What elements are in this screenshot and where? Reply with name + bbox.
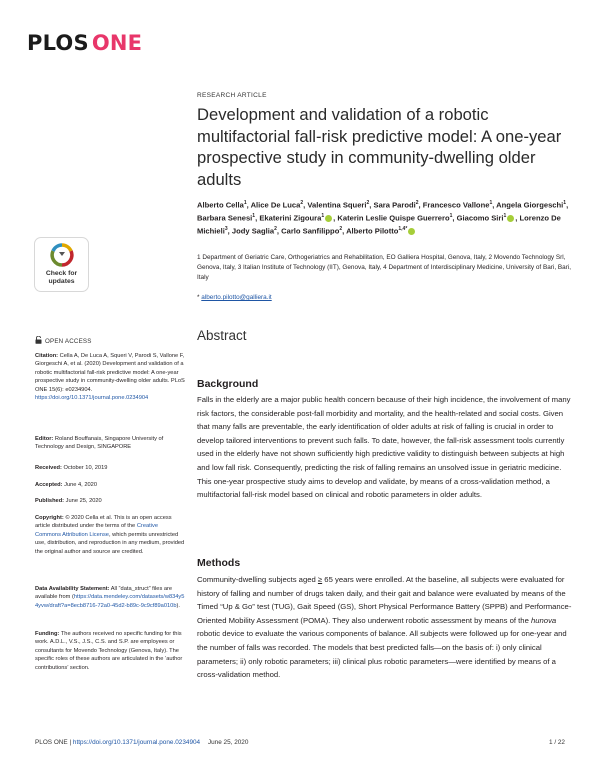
- author-affiliation-marker: 2: [300, 200, 304, 206]
- corresponding-email-link[interactable]: alberto.pilotto@galliera.it: [201, 294, 272, 301]
- received-date: October 10, 2019: [63, 465, 108, 471]
- received-label: Received:: [35, 465, 62, 471]
- author-list: Alberto Cella$^1$, Alice De Luca$^2$, Valentina Squeri$^2$, Sara Parodi$^2$, Francesco Vallone$^1$, Angela Giorgeschi$^1$, Barbara Senesi$^1$, Ekaterini Zigoura$^1$ , Katerin Leslie Quispe Guerrero$^1$, Giacomo Siri$^1$ , Lorenzo De Michieli$^3$, Jody Saglia$^2$, Carlo Sanfilippo$^2$, Alberto Pilotto$^{1,4*}$: [197, 200, 569, 236]
- methods-text-part3: robotic device to evaluate the various components of balance. All subjects were followed up for one-year and the number of falls was recorded. The models that best predicted falls—on the basis of: i) only clinical parameters; ii) only robotic parameters; iii) clinical plus robotic parameters—were identified by means of a cross-validation method.: [197, 629, 567, 680]
- author-name: Barbara Senesi: [197, 213, 253, 223]
- author-name: Jody Saglia: [231, 226, 275, 236]
- author-affiliation-marker: 2: [366, 200, 370, 206]
- editor-text: Roland Bouffanais, Singapore University of Technology and Design, SINGAPORE: [35, 436, 164, 451]
- citation-text: Cella A, De Luca A, Squeri V, Parodi S, Vallone F, Giorgeschi A, et al. (2020) Development and validation of a robotic multifactorial fall-risk predictive model: A one-year prospective study in community-dwelling older adults. PLoS ONE 15(6): e0234904.: [35, 353, 185, 393]
- journal-name-one: ONE: [91, 31, 143, 55]
- author-affiliation-marker: 2: [415, 200, 419, 206]
- author-name: Alberto Pilotto: [346, 226, 399, 236]
- published-label: Published:: [35, 498, 65, 504]
- copyright-text-end: , which permits unrestricted use, distribution, and reproduction in any medium, provided the original author and source are credited.: [35, 531, 185, 555]
- hunova-device-name: hunova: [530, 615, 557, 625]
- open-access-text: OPEN ACCESS: [45, 338, 92, 345]
- page-footer: [35, 739, 565, 746]
- funding-block: [35, 630, 185, 672]
- author-affiliation-marker: 2: [339, 226, 343, 233]
- author-affiliation-marker: 1: [503, 213, 507, 220]
- background-text: Falls in the elderly are a major public health concern because of their high incidence, the involvement of many risk factors, the considerable post-fall morbidity and mortality, and the health-related and social costs. Given that many falls are preventable, the early identification of older adults at risk of falling is crucial in order to develop tailored interventions to prevent such falls. To date, however, the fall-risk assessment tools currently used in the elderly have not shown sufficiently high predictive validity to distinguish between subjects at high and low fall risk. Consequently, predicting the risk of falling remains an unsolved issue in geriatric medicine. This one-year prospective study aims to develop and validate, by means of a cross-validation method, a multifactorial fall-risk model based on clinical and robotic parameters in older adults.: [197, 395, 571, 500]
- data-availability-text-end: ).: [176, 602, 180, 609]
- author-affiliation-marker: 1: [489, 200, 493, 206]
- received-block: [35, 464, 185, 472]
- citation-block: [35, 352, 185, 402]
- author-affiliation-marker: 1: [449, 213, 453, 220]
- footer-separator: |: [67, 739, 73, 746]
- funding-text: The authors received no specific funding for this work. A.D.L., V.S., J.S., C.S. and S.P. are employees or consultants for Movendo Technology (Genova, Italy). The specific roles of these authors are articulated in the ‘author contributions’ section.: [35, 631, 183, 671]
- author-name: Sara Parodi: [373, 200, 416, 210]
- corresponding-marker: *: [197, 294, 200, 301]
- author-name: Valentina Squeri: [307, 200, 367, 210]
- published-block: [35, 497, 185, 505]
- author-name: Giacomo Siri: [456, 213, 504, 223]
- corresponding-author: [197, 294, 272, 301]
- author-affiliation-marker: 1,4*: [398, 226, 408, 233]
- license-link[interactable]: Creative Commons Attribution License: [35, 523, 158, 538]
- affiliations: 1 Department of Geriatric Care, Orthogeriatrics and Rehabilitation, EO Galliera Hospital, Genova, Italy, 2 Movendo Technology Srl, Genova, Italy, 3 Italian Institute of Technology (IIT), Genova, Italy, 4 Department of Interdisciplinary Medicine, University of Bari, Bari, Italy: [197, 254, 572, 281]
- check-for-updates-badge[interactable]: [34, 237, 89, 292]
- open-access-label: [35, 336, 92, 345]
- check-updates-line2: updates: [48, 278, 75, 285]
- author-name: Alice De Luca: [250, 200, 301, 210]
- footer-date: June 25, 2020: [207, 739, 249, 746]
- copyright-label: Copyright:: [35, 515, 64, 521]
- citation-label: Citation:: [35, 353, 59, 359]
- data-repository-link[interactable]: https://data.mendeley.com/datasets/w834y54yvw/draft?a=8ecb8716-72a0-45d2-b89c-9c9cf89a010b: [35, 594, 185, 609]
- author-affiliation-marker: 1: [563, 200, 567, 206]
- author-name: Katerin Leslie Quispe Guerrero: [337, 213, 450, 223]
- article-type: RESEARCH ARTICLE: [197, 92, 267, 99]
- editor-label: Editor:: [35, 436, 54, 442]
- accepted-label: Accepted:: [35, 482, 63, 488]
- author-name: Francesco Vallone: [422, 200, 490, 210]
- article-title: Development and validation of a robotic multifactorial fall-risk predictive model: A one-year prospective study in community-dwelling older adults: [197, 105, 562, 189]
- accepted-date: June 4, 2020: [64, 482, 97, 488]
- author-name: Carlo Sanfilippo: [281, 226, 340, 236]
- author-affiliation-marker: 2: [274, 226, 277, 233]
- data-availability-block: [35, 585, 185, 610]
- check-updates-icon: [50, 243, 74, 269]
- copyright-block: [35, 514, 185, 556]
- footer-doi-link[interactable]: https://doi.org/10.1371/journal.pone.0234904: [72, 739, 201, 746]
- orcid-icon[interactable]: [507, 215, 514, 222]
- methods-text-part2: 65 years were enrolled. At the baseline, all subjects were evaluated for history of falling and number of drugs taken daily, and their gait and balance were evaluated by means of the Timed “Up & Go” test (TUG), Gait Speed (GS), Short Physical Performance Battery (SPPB) and Performance-Oriented Mobility Assessment (POMA). They also underwent robotic assessment by means of the: [197, 575, 572, 625]
- funding-label: Funding:: [35, 631, 60, 637]
- data-availability-text: All “data_struct” files are available from (: [35, 586, 173, 601]
- footer-journal: PLOS ONE: [35, 739, 68, 746]
- editor-block: [35, 435, 185, 452]
- methods-text-part1: Community-dwelling subjects aged: [197, 575, 318, 584]
- author-name: Angela Giorgeschi: [496, 200, 564, 210]
- author-name: Alberto Cella: [197, 200, 244, 210]
- published-date: June 25, 2020: [65, 498, 102, 504]
- orcid-icon[interactable]: [408, 228, 415, 235]
- geq-symbol: ≥: [317, 575, 323, 584]
- check-updates-line1: Check for: [45, 270, 78, 277]
- citation-doi-link[interactable]: https://doi.org/10.1371/journal.pone.0234904: [35, 395, 149, 402]
- copyright-text: © 2020 Cella et al. This is an open access article distributed under the terms of the: [35, 515, 172, 530]
- author-affiliation-marker: 1: [252, 213, 256, 220]
- orcid-icon[interactable]: [325, 215, 332, 222]
- author-affiliation-marker: 1: [321, 213, 325, 220]
- background-heading: Background: [197, 378, 259, 390]
- data-availability-label: Data Availability Statement:: [35, 586, 110, 592]
- author-affiliation-marker: 1: [243, 200, 247, 206]
- check-updates-label: [35, 270, 88, 286]
- journal-name-plos: PLOS: [27, 31, 89, 55]
- methods-heading: Methods: [197, 557, 241, 569]
- page-number: 1 / 22: [549, 739, 565, 746]
- methods-text: [197, 573, 573, 682]
- accepted-block: [35, 481, 185, 489]
- journal-logo: [27, 31, 142, 55]
- open-lock-icon: [35, 336, 42, 344]
- author-name: Lorenzo De Michieli: [197, 213, 561, 236]
- abstract-heading: Abstract: [197, 328, 247, 343]
- author-name: Ekaterini Zigoura: [259, 213, 322, 223]
- author-affiliation-marker: 3: [224, 226, 228, 233]
